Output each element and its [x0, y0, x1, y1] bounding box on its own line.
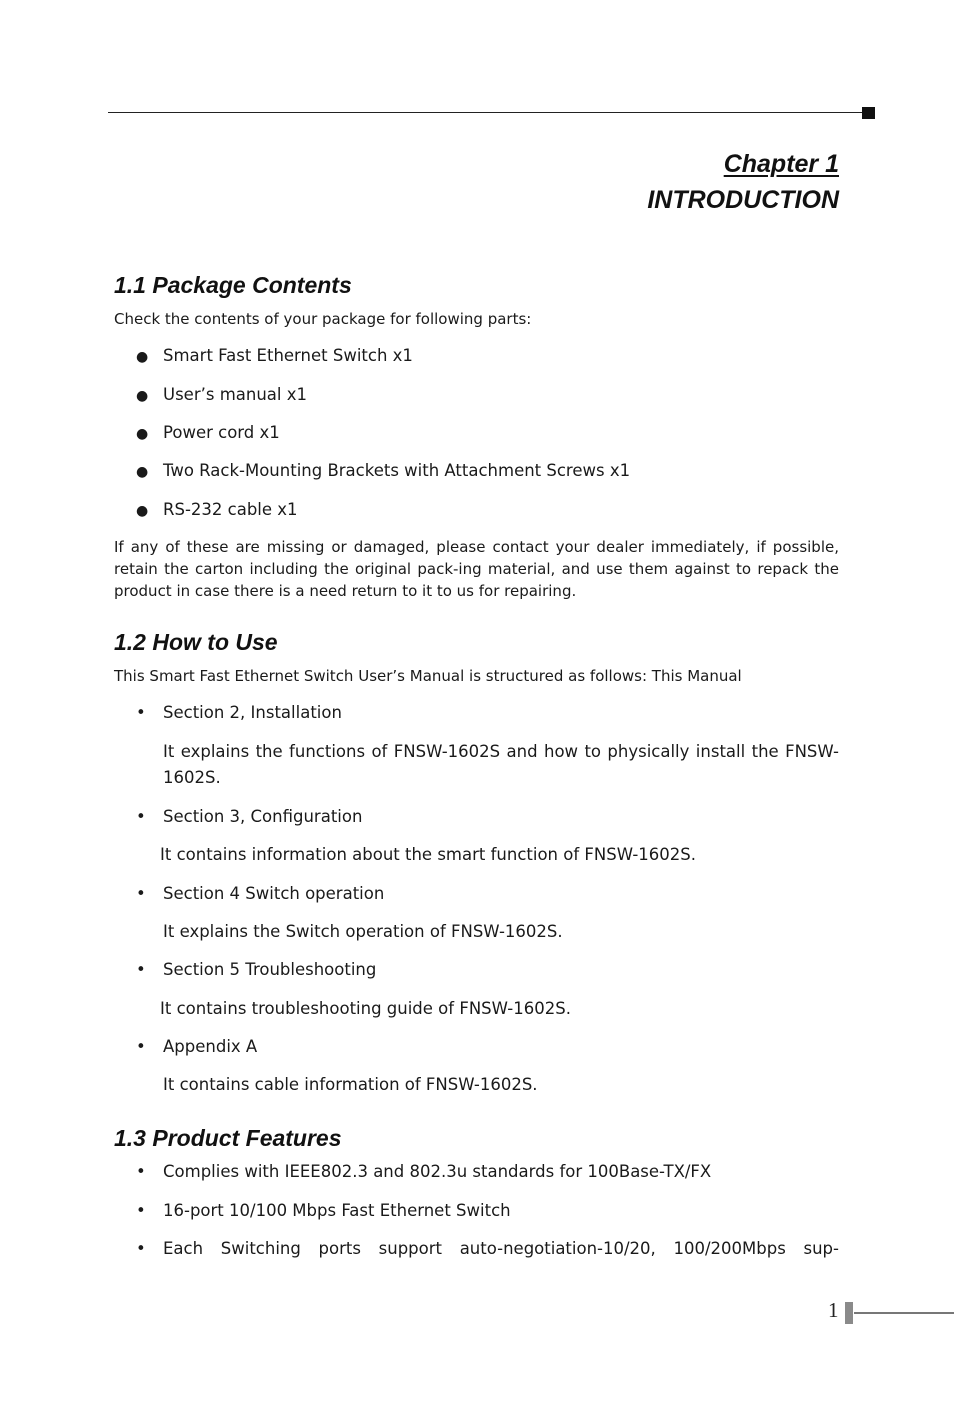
list-item-description: It explains the Switch operation of FNSW-1602S. [163, 922, 563, 941]
bullet-icon: • [136, 1239, 146, 1258]
list-item: ● RS-232 cable x1 [136, 497, 298, 524]
list-item: ● Power cord x1 [136, 420, 280, 447]
chapter-number: Chapter 1 [723, 150, 839, 178]
bullet-icon: • [136, 807, 146, 826]
list-item-description: It contains cable information of FNSW-1602S. [163, 1075, 538, 1094]
bullet-icon: • [136, 1201, 146, 1220]
bullet-icon: • [136, 1037, 146, 1056]
section-heading-package-contents: 1.1 Package Contents [114, 272, 352, 298]
list-item: • Complies with IEEE802.3 and 802.3u standards for 100Base-TX/FX [136, 1159, 711, 1185]
page-number: 1 [828, 1298, 839, 1322]
list-item-description: It explains the functions of FNSW-1602S and how to physically install the FNSW-1602S. [163, 742, 839, 787]
list-item: ● Two Rack-Mounting Brackets with Attachment Screws x1 [136, 458, 630, 485]
bullet-icon: ● [136, 388, 149, 404]
chapter-heading [647, 146, 839, 218]
chapter-title: INTRODUCTION [647, 186, 839, 214]
list-item-description: It contains information about the smart function of FNSW-1602S. [160, 845, 697, 864]
section-heading-how-to-use: 1.2 How to Use [114, 629, 278, 655]
bullet-icon: ● [136, 503, 149, 519]
bullet-icon: • [136, 1162, 146, 1181]
footer-bar-marker [845, 1302, 853, 1324]
package-intro: Check the contents of your package for following parts: [114, 310, 532, 328]
list-item: ● Smart Fast Ethernet Switch x1 [136, 343, 413, 370]
list-item-description: It contains troubleshooting guide of FNSW-1602S. [160, 999, 571, 1018]
list-item: ● User’s manual x1 [136, 382, 307, 409]
list-item: • Appendix A [136, 1034, 257, 1060]
footer-rule [854, 1312, 954, 1314]
list-item: • Each Switching ports support auto-negotiation-10/20, 100/200Mbps sup- [136, 1236, 839, 1262]
bullet-icon: ● [136, 426, 149, 442]
bullet-icon: • [136, 884, 146, 903]
header-rule [108, 112, 864, 113]
bullet-icon: • [136, 960, 146, 979]
bullet-icon: ● [136, 464, 149, 480]
bullet-icon: ● [136, 349, 149, 365]
package-note: If any of these are missing or damaged, please contact your dealer immediately, if possible, retain the carton including the original pack-ing material, and use them against to repack the product in case there is a need return to it to us for repairing. [114, 538, 839, 600]
bullet-icon: • [136, 703, 146, 722]
section-heading-product-features: 1.3 Product Features [114, 1125, 342, 1151]
list-item: • 16-port 10/100 Mbps Fast Ethernet Switch [136, 1198, 511, 1224]
list-item: • Section 2, Installation [136, 700, 342, 726]
header-square-marker [862, 107, 875, 119]
list-item: • Section 3, Configuration [136, 804, 362, 830]
how-to-use-intro: This Smart Fast Ethernet Switch User’s Manual is structured as follows: This Manual [114, 667, 742, 685]
list-item: • Section 4 Switch operation [136, 881, 384, 907]
list-item: • Section 5 Troubleshooting [136, 957, 376, 983]
